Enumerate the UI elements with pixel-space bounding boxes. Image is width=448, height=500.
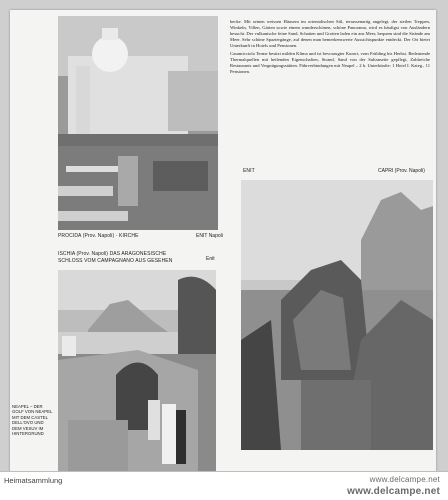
capri-photo [241, 180, 433, 450]
footer-bar [0, 471, 448, 500]
paragraph-2: Casamicciola Terme besitzt milden Klima und ist bevorzugter Kurort, vom Frühling bis Herbst. Bedeutende Thermalquellen mit heilenden Eigenschaften, Strand, Sand von der Sultanseite gepflegt, Zahlreiche Restaurants und Vergnügungsstätten. Fährverbindungen mit Neapel – 2 h. Unterkünfte: 1 Hotel I. Kateg., 11 Pensionen. [230, 51, 430, 75]
ischia-credit: Enit [206, 256, 215, 262]
footer-left-label: Heimatsammlung [4, 476, 63, 485]
ischia-photo [58, 270, 216, 472]
procida-caption: PROCIDA (Prov. Napoli) · KIRCHE [58, 233, 139, 239]
footer-watermark-top: www.delcampe.net [369, 475, 440, 484]
capri-caption: CAPRI (Prov. Napoli) [378, 168, 425, 174]
article-text [230, 19, 430, 77]
ischia-caption-line1: ISCHIA (Prov. Napoli) DAS ARAGONESISCHE [58, 251, 167, 257]
procida-credit: ENIT Napoli [196, 233, 223, 239]
footer-watermark-bottom: www.delcampe.net [347, 486, 440, 497]
paragraph-1: becke. Mit seinen weissen Häusern im orientalischen Stil, terrassenartig angelegt, der steilen Treppen, Winkeln, Villen, Gärten sowie einem wunderschönen, schöne Panorama, wird es häufigst von Ausländern besucht. Der vulkanische feine Sand, Schatten und Grotten laden ein ans Meer, bequem sind die Strände am Meer. Sehr schöne Spaziergänge, auf denen man bemerkenswerte Aussichtspunkte entdeckt. Der Ort bietet Unterkunft in Hotels und Pensionen. [230, 19, 430, 49]
side-caption: NEAPEL – DER GOLF VON NEAPEL MIT DEM CASTEL DELL'OVO UND DEM VESUV IM HINTERGRUND [12, 404, 53, 437]
procida-photo [58, 16, 218, 230]
ischia-caption-line2: SCHLOSS VOM CAMPAGNANO AUS GESEHEN [58, 258, 173, 264]
capri-credit: ENIT [243, 168, 255, 174]
